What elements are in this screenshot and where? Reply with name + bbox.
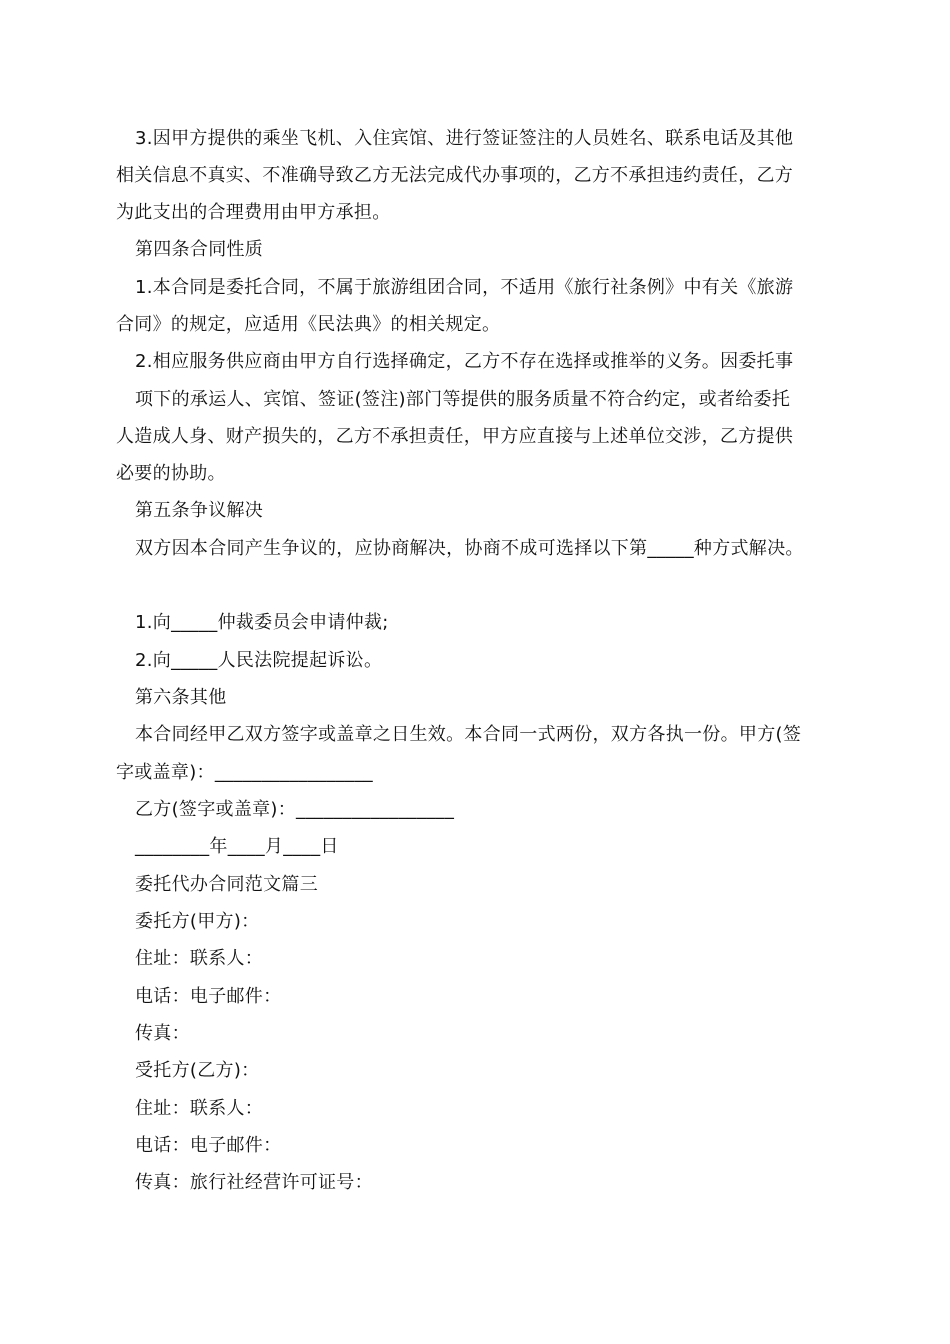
- principal-party-label: 委托方(甲方)：: [135, 911, 260, 932]
- article-5-option-2: 2.向_____人民法院提起诉讼。: [135, 650, 383, 671]
- article-4-item-2-line-4: 必要的协助。: [116, 463, 226, 484]
- article-5-text: 双方因本合同产生争议的，应协商解决，协商不成可选择以下第_____种方式解决。: [135, 538, 804, 559]
- party-b-signature-line: 乙方(签字或盖章)：_________________: [135, 799, 455, 820]
- agent-party-label: 受托方(乙方)：: [135, 1060, 260, 1081]
- agent-fax-license: 传真：旅行社经营许可证号：: [135, 1172, 373, 1193]
- principal-phone-email: 电话：电子邮件：: [135, 986, 282, 1007]
- article-4-item-1-line-2: 合同》的规定，应适用《民法典》的相关规定。: [116, 314, 501, 335]
- principal-address-contact: 住址：联系人：: [135, 948, 264, 969]
- article-4-item-2-line-1: 2.相应服务供应商由甲方自行选择确定，乙方不存在选择或推举的义务。因委托事: [135, 351, 794, 372]
- article-5-option-1: 1.向_____仲裁委员会申请仲裁;: [135, 612, 389, 633]
- article-4-heading: 第四条合同性质: [135, 239, 264, 260]
- section-title: 委托代办合同范文篇三: [135, 874, 318, 895]
- paragraph-3-line-2: 相关信息不真实、不准确导致乙方无法完成代办事项的，乙方不承担违约责任，乙方: [116, 165, 794, 186]
- article-6-text-line-2: 字或盖章)：_________________: [116, 762, 373, 783]
- date-line: ________年____月____日: [135, 836, 339, 857]
- article-6-text-line-1: 本合同经甲乙双方签字或盖章之日生效。本合同一式两份，双方各执一份。甲方(签: [135, 724, 802, 745]
- agent-address-contact: 住址：联系人：: [135, 1098, 264, 1119]
- principal-fax: 传真：: [135, 1023, 190, 1044]
- article-4-item-1-line-1: 1.本合同是委托合同，不属于旅游组团合同，不适用《旅行社条例》中有关《旅游: [135, 277, 794, 298]
- paragraph-3-line-3: 为此支出的合理费用由甲方承担。: [116, 202, 391, 223]
- article-6-heading: 第六条其他: [135, 687, 227, 708]
- agent-phone-email: 电话：电子邮件：: [135, 1135, 282, 1156]
- article-4-item-2-line-3: 人造成人身、财产损失的，乙方不承担责任，甲方应直接与上述单位交涉，乙方提供: [116, 426, 794, 447]
- article-4-item-2-line-2: 项下的承运人、宾馆、签证(签注)部门等提供的服务质量不符合约定，或者给委托: [135, 389, 791, 410]
- paragraph-3-line-1: 3.因甲方提供的乘坐飞机、入住宾馆、进行签证签注的人员姓名、联系电话及其他: [135, 128, 794, 149]
- article-5-heading: 第五条争议解决: [135, 500, 264, 521]
